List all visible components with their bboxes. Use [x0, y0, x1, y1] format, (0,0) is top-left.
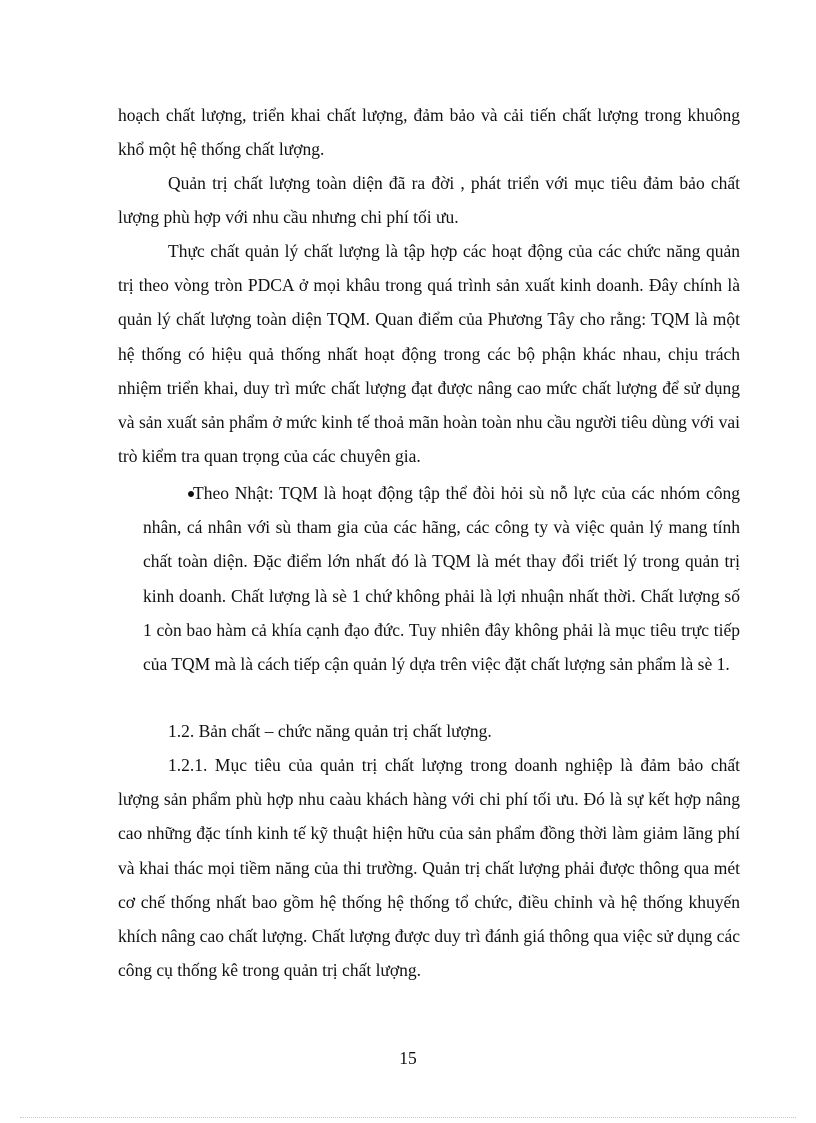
footer-divider — [20, 1117, 796, 1118]
page-number: 15 — [399, 1048, 417, 1068]
paragraph-3: Thực chất quản lý chất lượng là tập hợp các hoạt động của các chức năng quản trị theo vòng tròn PDCA ở mọi khâu trong quá trình sản xuất kinh doanh. Đây chính là quản lý chất lượng toàn diện TQM. Quan điểm của Phương Tây cho rằng: TQM là một hệ thống có hiệu quả thống nhất hoạt động trong các bộ phận khác nhau, chịu trách nhiệm triển khai, duy trì mức chất lượng đạt được nâng cao mức chất lượng để sử dụng và sản xuất sản phẩm ở mức kinh tế thoả mãn hoàn toàn nhu cầu người tiêu dùng với vai trò kiểm tra quan trọng của các chuyên gia. — [118, 241, 740, 467]
section-heading: 1.2. Bản chất – chức năng quản trị chất lượng. — [168, 721, 492, 741]
paragraph-1: hoạch chất lượng, triển khai chất lượng, đảm bảo và cải tiến chất lượng trong khuông khổ một hệ thống chất lượng. — [118, 105, 740, 160]
paragraph-2: Quản trị chất lượng toàn diện đã ra đời , phát triển với mục tiêu đảm bảo chất lượng phù hợp với nhu cầu nhưng chi phí tối ưu. — [118, 173, 740, 228]
bullet-text: Theo Nhật: TQM là hoạt động tập thể đòi hỏi sù nỗ lực của các nhóm công nhân, cá nhân với sù tham gia của các hãng, các công ty và việc quản lý mang tính chất toàn diện. Đặc điểm lớn nhất đó là TQM là mét thay đổi triết lý trong quản trị kinh doanh. Chất lượng là sè 1 chứ không phải là lợi nhuận nhất thời. Chất lượng số 1 còn bao hàm cả khía cạnh đạo đức. Tuy nhiên đây không phải là mục tiêu trực tiếp của TQM mà là cách tiếp cận quản lý dựa trên việc đặt chất lượng sản phẩm là sè 1. — [143, 483, 740, 675]
paragraph-4: 1.2.1. Mục tiêu của quản trị chất lượng trong doanh nghiệp là đảm bảo chất lượng sản phẩm phù hợp nhu caàu khách hàng với chi phí tối ưu. Đó là sự kết hợp nâng cao những đặc tính kinh tế kỹ thuật hiện hữu của sản phẩm đồng thời làm giảm lãng phí và khai thác mọi tiềm năng của thi trường. Quản trị chất lượng phải được thông qua mét cơ chế thống nhất bao gồm hệ thống hệ thống tổ chức, điều chỉnh và hệ thống khuyến khích nâng cao chất lượng. Chất lượng được duy trì đánh giá thông qua việc sử dụng các công cụ thống kê trong quản trị chất lượng. — [118, 755, 740, 981]
bullet-item — [143, 476, 740, 681]
